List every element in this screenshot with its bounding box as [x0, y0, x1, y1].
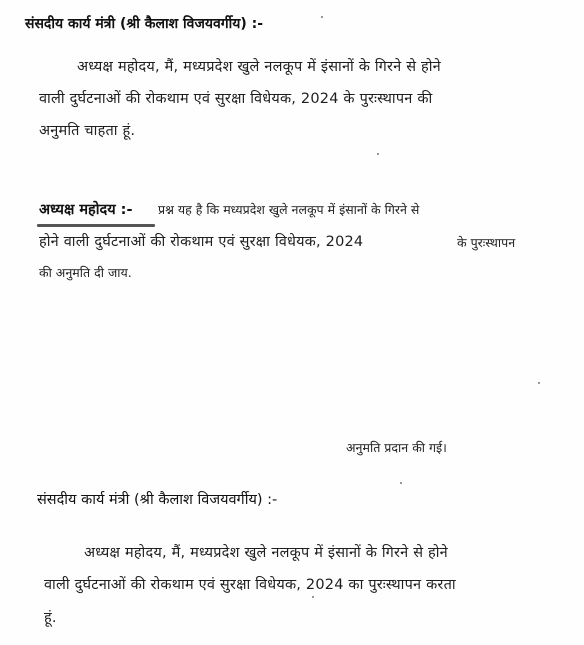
speaker-parliamentary-affairs-minister: संसदीय कार्य मंत्री (श्री कैलाश विजयवर्गीय) :- — [25, 16, 264, 32]
speaker-underline — [37, 224, 155, 227]
permission-granted-note: अनुमति प्रदान की गई। — [346, 440, 447, 455]
speaker-speaker: अध्यक्ष महोदय :- — [39, 202, 133, 218]
paragraph-line: अनुमति चाहता हूं. — [39, 123, 136, 139]
speaker-parliamentary-affairs-minister: संसदीय कार्य मंत्री (श्री कैलाश विजयवर्गीय) :- — [37, 492, 278, 508]
paragraph-line: अध्यक्ष महोदय, मैं, मध्यप्रदेश खुले नलकूप में इंसानों के गिरने से होने — [84, 545, 448, 561]
paragraph-line: की अनुमति दी जाय. — [39, 265, 132, 280]
paragraph-line: वाली दुर्घटनाओं की रोकथाम एवं सुरक्षा विधेयक, 2024 का पुरःस्थापन करता — [44, 577, 456, 593]
scan-speck — [321, 16, 323, 18]
paragraph-line: वाली दुर्घटनाओं की रोकथाम एवं सुरक्षा विधेयक, 2024 के पुरःस्थापन की — [39, 91, 433, 107]
paragraph-line: प्रश्न यह है कि मध्यप्रदेश खुले नलकूप में इंसानों के गिरने से — [158, 202, 420, 217]
scan-speck — [400, 482, 402, 484]
paragraph-line: अध्यक्ष महोदय, मैं, मध्यप्रदेश खुले नलकूप में इंसानों के गिरने से होने — [77, 59, 441, 75]
scan-speck — [538, 382, 540, 384]
scan-speck — [377, 153, 379, 155]
paragraph-line: हूं. — [44, 610, 57, 626]
scan-speck — [312, 596, 314, 598]
paragraph-line: के पुरःस्थापन — [457, 235, 516, 250]
paragraph-line: होने वाली दुर्घटनाओं की रोकथाम एवं सुरक्षा विधेयक, 2024 — [39, 234, 364, 250]
